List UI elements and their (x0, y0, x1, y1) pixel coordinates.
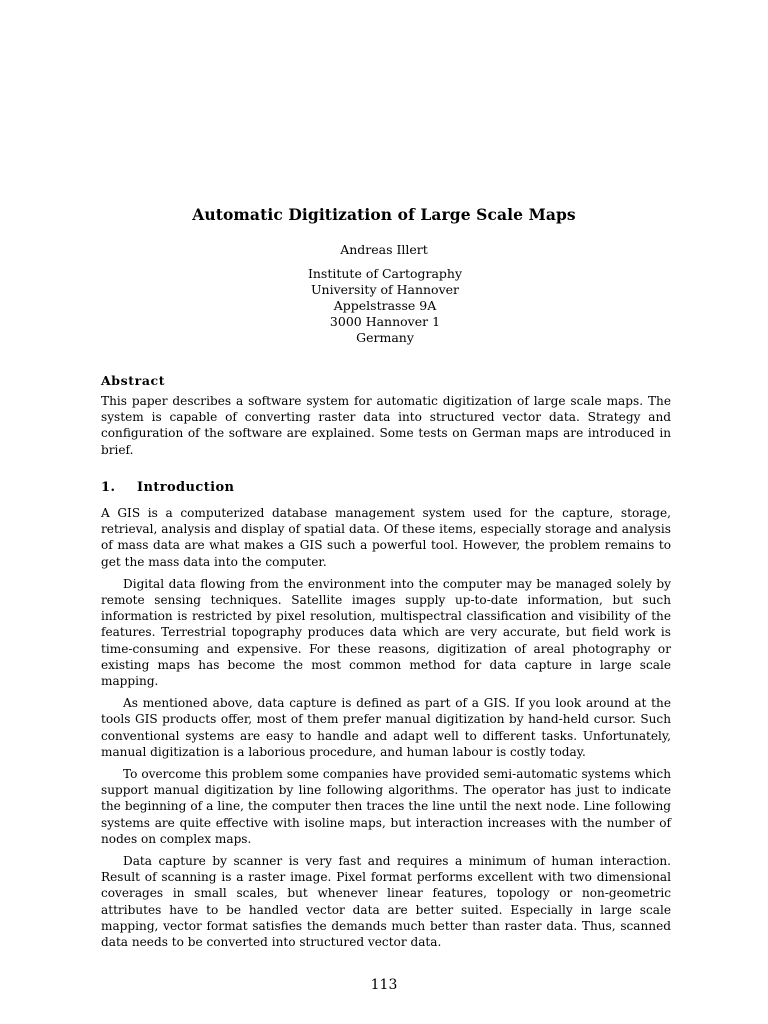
affiliation-country: Germany (356, 330, 414, 345)
abstract-paragraph: This paper describes a software system for automatic digitization of large scale maps. The system is capable of converting raster data into structured vector data. Strategy and configuration of the software are explained. Some tests on German maps are introduced in brief. (101, 394, 671, 457)
abstract-text (101, 393, 671, 458)
section-number: 1. (101, 480, 116, 495)
affiliation-university: University of Hannover (310, 282, 460, 297)
affiliation-city: 3000 Hannover 1 (329, 314, 441, 329)
introduction-body (101, 505, 671, 950)
body-paragraph: A GIS is a computerized database management system used for the capture, storage, retrieval, analysis and display of spatial data. Of these items, especially storage and analysis of mass data are what makes a GIS such a powerful tool. However, the problem remains to get the mass data into the computer. (101, 506, 671, 569)
abstract-heading: Abstract (101, 373, 166, 388)
affiliation-institute: Institute of Cartography (307, 266, 463, 281)
section-title: Introduction (137, 480, 235, 495)
affiliation-street: Appelstrasse 9A (333, 298, 437, 313)
paper-title: Automatic Digitization of Large Scale Maps (192, 205, 576, 224)
author-affiliation (0, 266, 768, 346)
body-paragraph: To overcome this problem some companies have provided semi-automatic systems which support manual digitization by line following algorithms. The operator has just to indicate the beginning of a line, the computer then traces the line until the next node. Line following systems are quite effective with isoline maps, but interaction increases with the number of nodes on complex maps. (101, 767, 671, 846)
body-paragraph: Digital data flowing from the environment into the computer may be managed solely by remote sensing techniques. Satellite images supply up-to-date information, but such information is restricted by pixel resolution, multispectral classification and visibility of the features. Terrestrial topography produces data which are very accurate, but field work is time-consuming and expensive. For these reasons, digitization of areal photography or existing maps has become the most common method for data capture in large scale mapping. (101, 576, 671, 689)
section-heading (101, 480, 234, 495)
author-name: Andreas Illert (340, 242, 428, 257)
body-paragraph: Data capture by scanner is very fast and requires a minimum of human interaction. Result of scanning is a raster image. Pixel format performs excellent with two dimensional coverages in small scales, but whenever linear features, topology or non-geometric attributes have to be handled vector data are better suited. Especially in large scale mapping, vector format satisfies the demands much better than raster data. Thus, scanned data needs to be converted into structured vector data. (101, 854, 671, 950)
page-number: 113 (370, 977, 398, 993)
body-paragraph: As mentioned above, data capture is defined as part of a GIS. If you look around at the tools GIS products offer, most of them prefer manual digitization by hand-held cursor. Such conventional systems are easy to handle and adapt well to different tasks. Unfortunately, manual digitization is a laborious procedure, and human labour is costly today. (101, 696, 671, 759)
